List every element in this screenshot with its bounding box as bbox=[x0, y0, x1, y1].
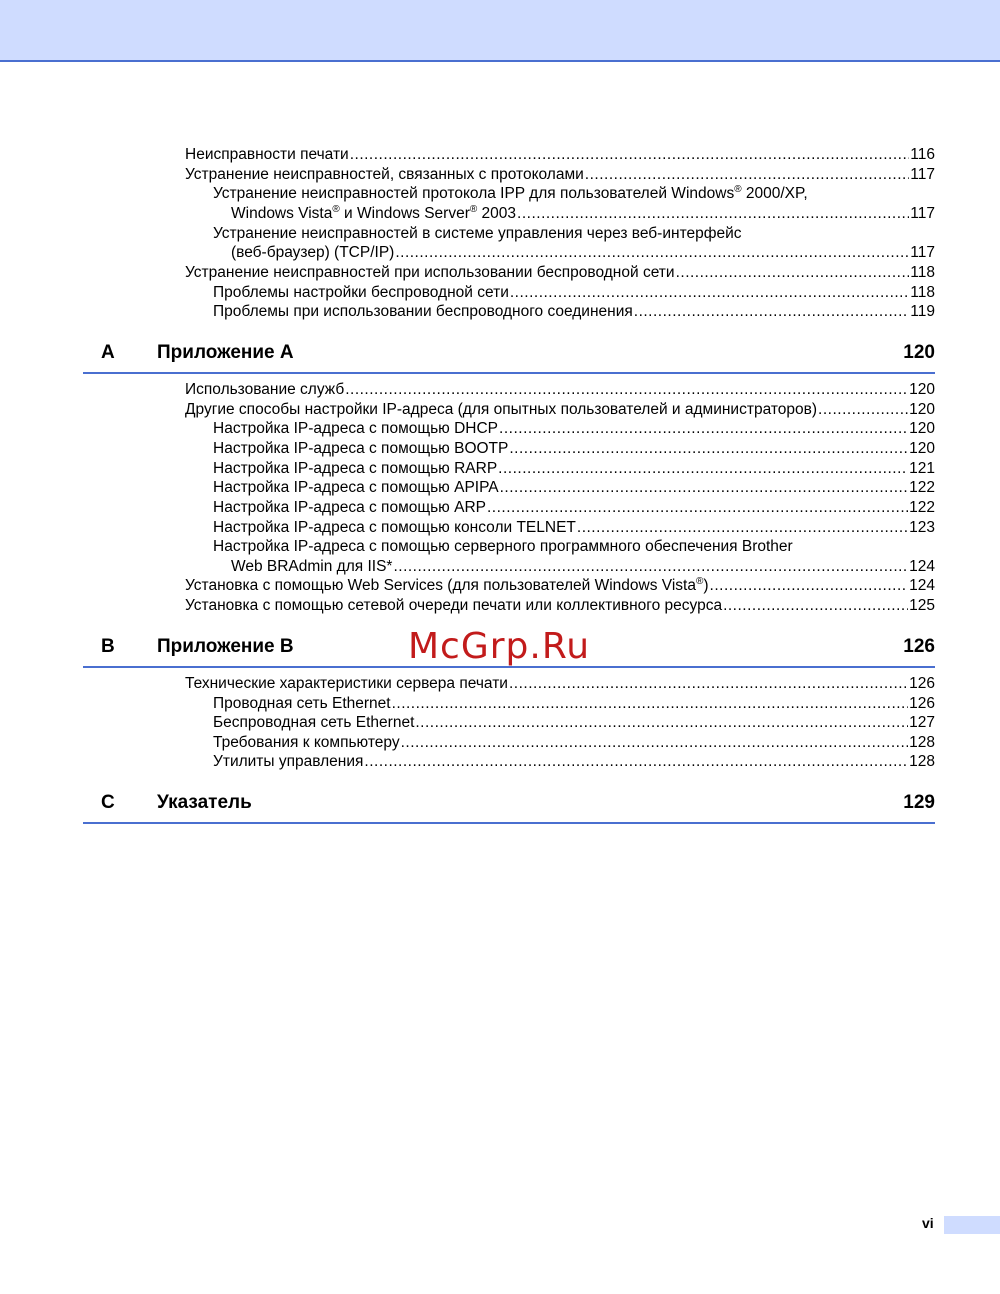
leader-dots bbox=[415, 713, 908, 732]
toc-entry[interactable]: Неисправности печати ..... 116 bbox=[185, 145, 935, 164]
toc-entry[interactable]: Настройка IP-адреса с помощью BOOTP ..... 120 bbox=[213, 439, 935, 458]
leader-dots bbox=[345, 380, 908, 399]
toc-entry[interactable]: Требования к компьютеру ..... 128 bbox=[213, 733, 935, 752]
leader-dots bbox=[350, 145, 910, 164]
leader-dots bbox=[577, 518, 908, 537]
leader-dots bbox=[517, 204, 909, 223]
toc-entry[interactable]: Технические характеристики сервера печати ..... 126 bbox=[185, 674, 935, 693]
header-band bbox=[0, 0, 1000, 62]
toc-entry[interactable]: Настройка IP-адреса с помощью APIPA ..... 122 bbox=[213, 478, 935, 497]
toc-entry[interactable]: Проблемы при использовании беспроводного соединения ..... 119 bbox=[213, 302, 935, 321]
toc-entry[interactable]: Другие способы настройки IP-адреса (для опытных пользователей и администраторов) ..... 120 bbox=[185, 400, 935, 419]
toc-entry[interactable]: Настройка IP-адреса с помощью консоли TELNET ..... 123 bbox=[213, 518, 935, 537]
toc-entry[interactable]: Устранение неисправностей, связанных с протоколами ..... 117 bbox=[185, 165, 935, 184]
leader-dots bbox=[364, 752, 908, 771]
leader-dots bbox=[509, 674, 908, 693]
leader-dots bbox=[676, 263, 910, 282]
toc-entry[interactable]: Устранение неисправностей при использовании беспроводной сети ..... 118 bbox=[185, 263, 935, 282]
toc-entry[interactable]: (веб-браузер) (TCP/IP) ..... 117 bbox=[231, 243, 935, 262]
toc-entry[interactable]: Windows Vista® и Windows Server® 2003 ..... 117 bbox=[231, 204, 935, 223]
chapter-heading-a[interactable]: A Приложение A 120 bbox=[83, 340, 935, 374]
leader-dots bbox=[818, 400, 908, 419]
chapter-heading-b[interactable]: B Приложение B 126 bbox=[83, 634, 935, 668]
toc-entry-line1[interactable]: Устранение неисправностей протокола IPP для пользователей Windows® 2000/XP, bbox=[213, 184, 808, 202]
footer-tab bbox=[944, 1216, 1000, 1234]
toc-entry[interactable]: Беспроводная сеть Ethernet ..... 127 bbox=[213, 713, 935, 732]
leader-dots bbox=[510, 283, 909, 302]
leader-dots bbox=[499, 419, 908, 438]
toc-entry[interactable]: Web BRAdmin для IIS* ..... 124 bbox=[231, 557, 935, 576]
leader-dots bbox=[509, 439, 908, 458]
leader-dots bbox=[500, 478, 909, 497]
toc-entry[interactable]: Проводная сеть Ethernet ..... 126 bbox=[213, 694, 935, 713]
leader-dots bbox=[723, 596, 908, 615]
leader-dots bbox=[393, 557, 908, 576]
chapter-heading-c[interactable]: C Указатель 129 bbox=[83, 790, 935, 824]
leader-dots bbox=[401, 733, 909, 752]
leader-dots bbox=[585, 165, 909, 184]
toc-entry[interactable]: Утилиты управления ..... 128 bbox=[213, 752, 935, 771]
leader-dots bbox=[710, 576, 909, 595]
toc-entry[interactable]: Установка с помощью сетевой очереди печати или коллективного ресурса ..... 125 bbox=[185, 596, 935, 615]
toc-entry[interactable]: Настройка IP-адреса с помощью ARP ..... 122 bbox=[213, 498, 935, 517]
toc-entry[interactable]: Настройка IP-адреса с помощью DHCP ..... 120 bbox=[213, 419, 935, 438]
toc-entry-line1[interactable]: Устранение неисправностей в системе управления через веб-интерфейс bbox=[213, 225, 742, 242]
leader-dots bbox=[395, 243, 909, 262]
toc-entry[interactable]: Проблемы настройки беспроводной сети ..... 118 bbox=[213, 283, 935, 302]
toc-entry-line1[interactable]: Настройка IP-адреса с помощью серверного программного обеспечения Brother bbox=[213, 538, 793, 555]
page-number: vi bbox=[922, 1215, 934, 1231]
leader-dots bbox=[634, 302, 910, 321]
toc-entry[interactable]: Установка с помощью Web Services (для пользователей Windows Vista®) ..... 124 bbox=[185, 576, 935, 595]
leader-dots bbox=[498, 459, 908, 478]
leader-dots bbox=[487, 498, 908, 517]
leader-dots bbox=[392, 694, 909, 713]
toc-entry[interactable]: Настройка IP-адреса с помощью RARP ..... 121 bbox=[213, 459, 935, 478]
watermark: McGrp.Ru bbox=[408, 626, 591, 667]
toc-entry[interactable]: Использование служб ..... 120 bbox=[185, 380, 935, 399]
